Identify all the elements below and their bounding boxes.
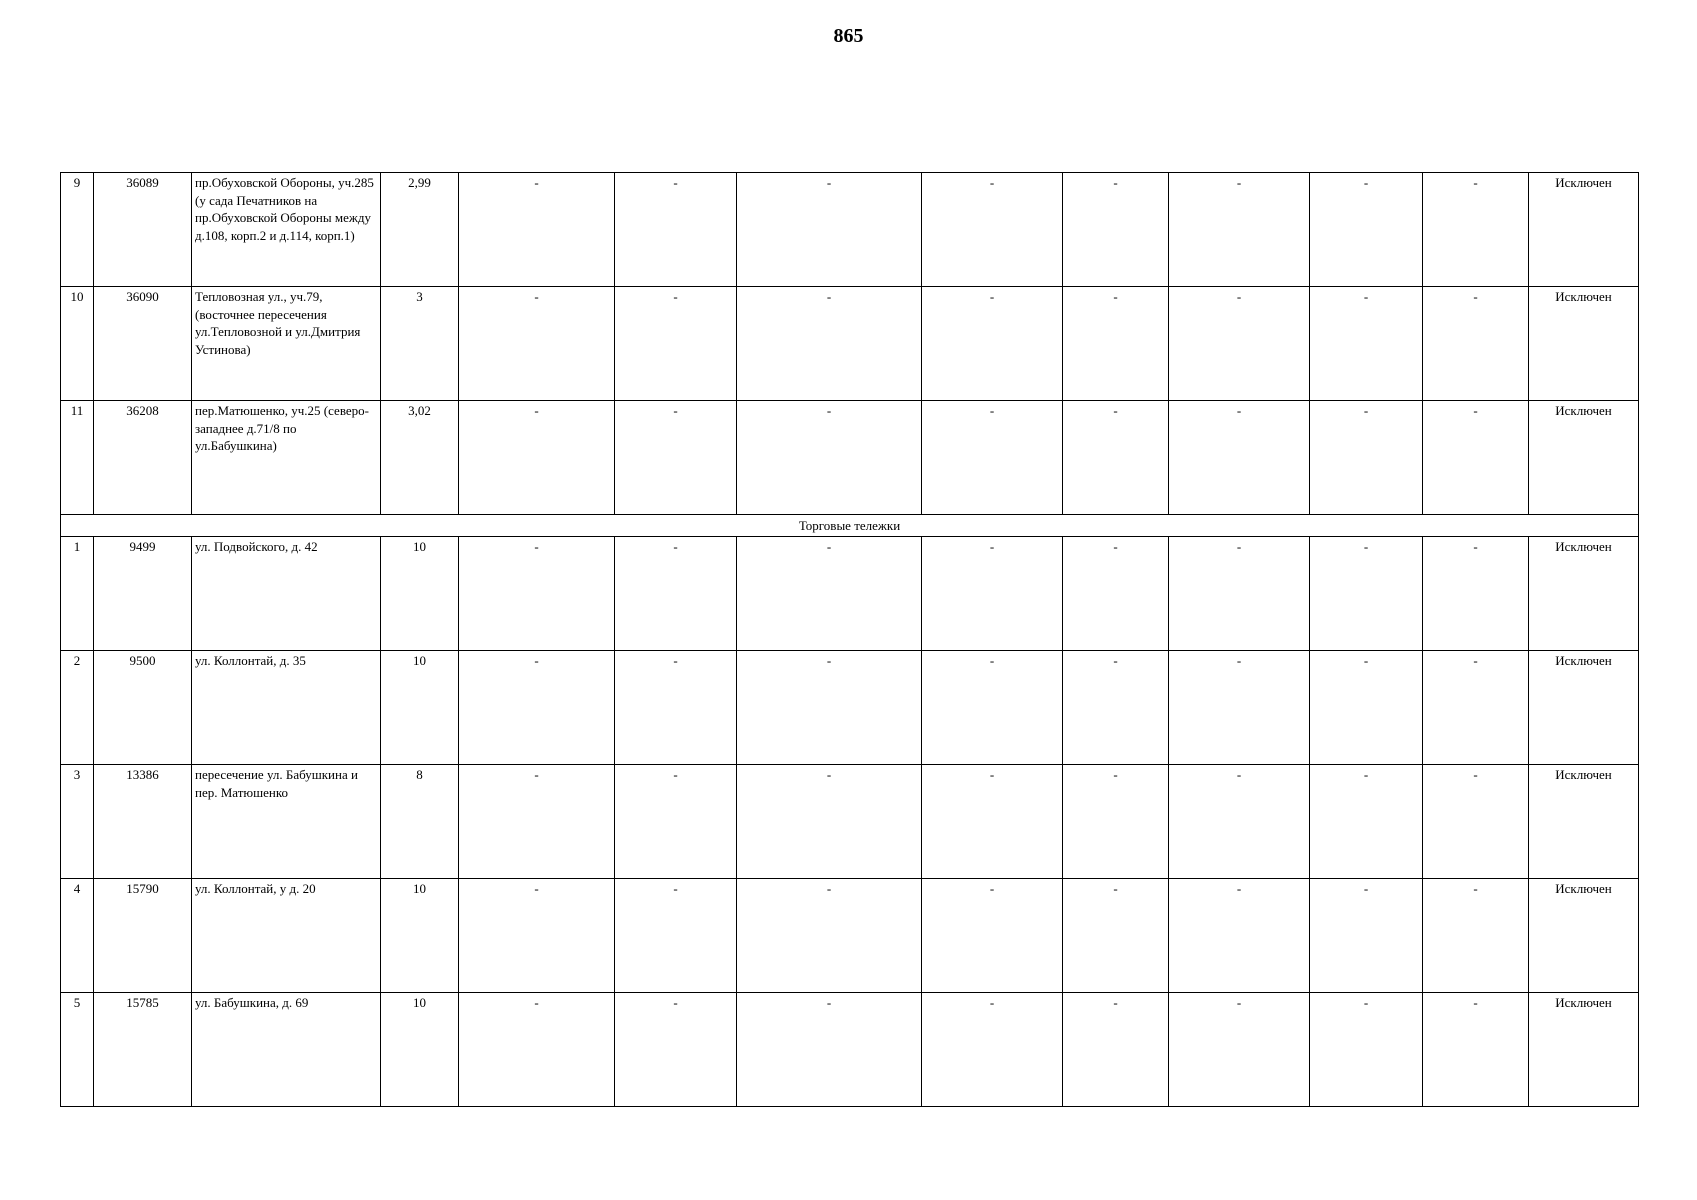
empty-value-dash: -: [1169, 879, 1310, 993]
empty-value-dash: -: [1310, 765, 1423, 879]
row-number: 10: [61, 287, 94, 401]
empty-value-dash: -: [1063, 879, 1169, 993]
object-id: 36090: [94, 287, 192, 401]
address: пр.Обуховской Обороны, уч.285 (у сада Печатников на пр.Обуховской Обороны между д.108, корп.2 и д.114, корп.1): [192, 173, 381, 287]
empty-value-dash: -: [1063, 651, 1169, 765]
status-text: Исключен: [1529, 537, 1639, 651]
empty-value-dash: -: [459, 401, 615, 515]
status-text: Исключен: [1529, 993, 1639, 1107]
area: 10: [381, 993, 459, 1107]
status-text: Исключен: [1529, 287, 1639, 401]
table-row: [61, 765, 1639, 879]
empty-value-dash: -: [1169, 173, 1310, 287]
empty-value-dash: -: [1310, 537, 1423, 651]
empty-value-dash: -: [615, 401, 737, 515]
empty-value-dash: -: [922, 879, 1063, 993]
table-row: [61, 537, 1639, 651]
status-text: Исключен: [1529, 401, 1639, 515]
empty-value-dash: -: [1310, 173, 1423, 287]
empty-value-dash: -: [1063, 173, 1169, 287]
object-id: 36208: [94, 401, 192, 515]
row-number: 3: [61, 765, 94, 879]
empty-value-dash: -: [922, 651, 1063, 765]
table-row: [61, 879, 1639, 993]
address: ул. Коллонтай, у д. 20: [192, 879, 381, 993]
object-id: 13386: [94, 765, 192, 879]
empty-value-dash: -: [1423, 879, 1529, 993]
empty-value-dash: -: [615, 993, 737, 1107]
empty-value-dash: -: [1063, 537, 1169, 651]
empty-value-dash: -: [737, 993, 922, 1107]
empty-value-dash: -: [1423, 401, 1529, 515]
empty-value-dash: -: [459, 879, 615, 993]
table-row: [61, 401, 1639, 515]
empty-value-dash: -: [1169, 765, 1310, 879]
empty-value-dash: -: [615, 537, 737, 651]
row-number: 11: [61, 401, 94, 515]
address: пересечение ул. Бабушкина и пер. Матюшенко: [192, 765, 381, 879]
empty-value-dash: -: [459, 651, 615, 765]
address: пер.Матюшенко, уч.25 (северо-западнее д.71/8 по ул.Бабушкина): [192, 401, 381, 515]
empty-value-dash: -: [922, 537, 1063, 651]
object-id: 9500: [94, 651, 192, 765]
area: 3,02: [381, 401, 459, 515]
object-id: 15790: [94, 879, 192, 993]
empty-value-dash: -: [1169, 651, 1310, 765]
empty-value-dash: -: [615, 765, 737, 879]
empty-value-dash: -: [1423, 173, 1529, 287]
empty-value-dash: -: [737, 537, 922, 651]
empty-value-dash: -: [1169, 537, 1310, 651]
empty-value-dash: -: [922, 993, 1063, 1107]
empty-value-dash: -: [615, 879, 737, 993]
empty-value-dash: -: [1310, 879, 1423, 993]
empty-value-dash: -: [1423, 993, 1529, 1107]
empty-value-dash: -: [459, 765, 615, 879]
table-row: [61, 993, 1639, 1107]
empty-value-dash: -: [1063, 287, 1169, 401]
area: 10: [381, 879, 459, 993]
empty-value-dash: -: [615, 651, 737, 765]
area: 2,99: [381, 173, 459, 287]
empty-value-dash: -: [1169, 287, 1310, 401]
address: ул. Подвойского, д. 42: [192, 537, 381, 651]
empty-value-dash: -: [737, 401, 922, 515]
empty-value-dash: -: [1423, 651, 1529, 765]
row-number: 2: [61, 651, 94, 765]
empty-value-dash: -: [1423, 765, 1529, 879]
empty-value-dash: -: [459, 993, 615, 1107]
status-text: Исключен: [1529, 173, 1639, 287]
row-number: 1: [61, 537, 94, 651]
area: 8: [381, 765, 459, 879]
empty-value-dash: -: [1063, 993, 1169, 1107]
empty-value-dash: -: [615, 173, 737, 287]
row-number: 4: [61, 879, 94, 993]
empty-value-dash: -: [922, 401, 1063, 515]
page-number: 865: [833, 25, 864, 47]
empty-value-dash: -: [737, 879, 922, 993]
section-row: [61, 515, 1639, 537]
empty-value-dash: -: [1423, 537, 1529, 651]
empty-value-dash: -: [459, 537, 615, 651]
empty-value-dash: -: [1423, 287, 1529, 401]
empty-value-dash: -: [1310, 651, 1423, 765]
empty-value-dash: -: [1310, 993, 1423, 1107]
object-id: 36089: [94, 173, 192, 287]
empty-value-dash: -: [1310, 401, 1423, 515]
empty-value-dash: -: [1063, 401, 1169, 515]
area: 10: [381, 537, 459, 651]
area: 10: [381, 651, 459, 765]
table-row: [61, 287, 1639, 401]
empty-value-dash: -: [737, 765, 922, 879]
empty-value-dash: -: [459, 173, 615, 287]
empty-value-dash: -: [737, 651, 922, 765]
status-text: Исключен: [1529, 651, 1639, 765]
empty-value-dash: -: [922, 287, 1063, 401]
row-number: 9: [61, 173, 94, 287]
empty-value-dash: -: [615, 287, 737, 401]
data-table: [60, 172, 1639, 1107]
address: ул. Коллонтай, д. 35: [192, 651, 381, 765]
row-number: 5: [61, 993, 94, 1107]
status-text: Исключен: [1529, 879, 1639, 993]
empty-value-dash: -: [922, 765, 1063, 879]
empty-value-dash: -: [922, 173, 1063, 287]
object-id: 9499: [94, 537, 192, 651]
status-text: Исключен: [1529, 765, 1639, 879]
empty-value-dash: -: [459, 287, 615, 401]
empty-value-dash: -: [1169, 401, 1310, 515]
empty-value-dash: -: [737, 173, 922, 287]
area: 3: [381, 287, 459, 401]
empty-value-dash: -: [737, 287, 922, 401]
table-row: [61, 651, 1639, 765]
address: ул. Бабушкина, д. 69: [192, 993, 381, 1107]
empty-value-dash: -: [1063, 765, 1169, 879]
empty-value-dash: -: [1310, 287, 1423, 401]
table-row: [61, 173, 1639, 287]
object-id: 15785: [94, 993, 192, 1107]
section-title: Торговые тележки: [61, 515, 1639, 537]
empty-value-dash: -: [1169, 993, 1310, 1107]
address: Тепловозная ул., уч.79, (восточнее пересечения ул.Тепловозной и ул.Дмитрия Устинова): [192, 287, 381, 401]
